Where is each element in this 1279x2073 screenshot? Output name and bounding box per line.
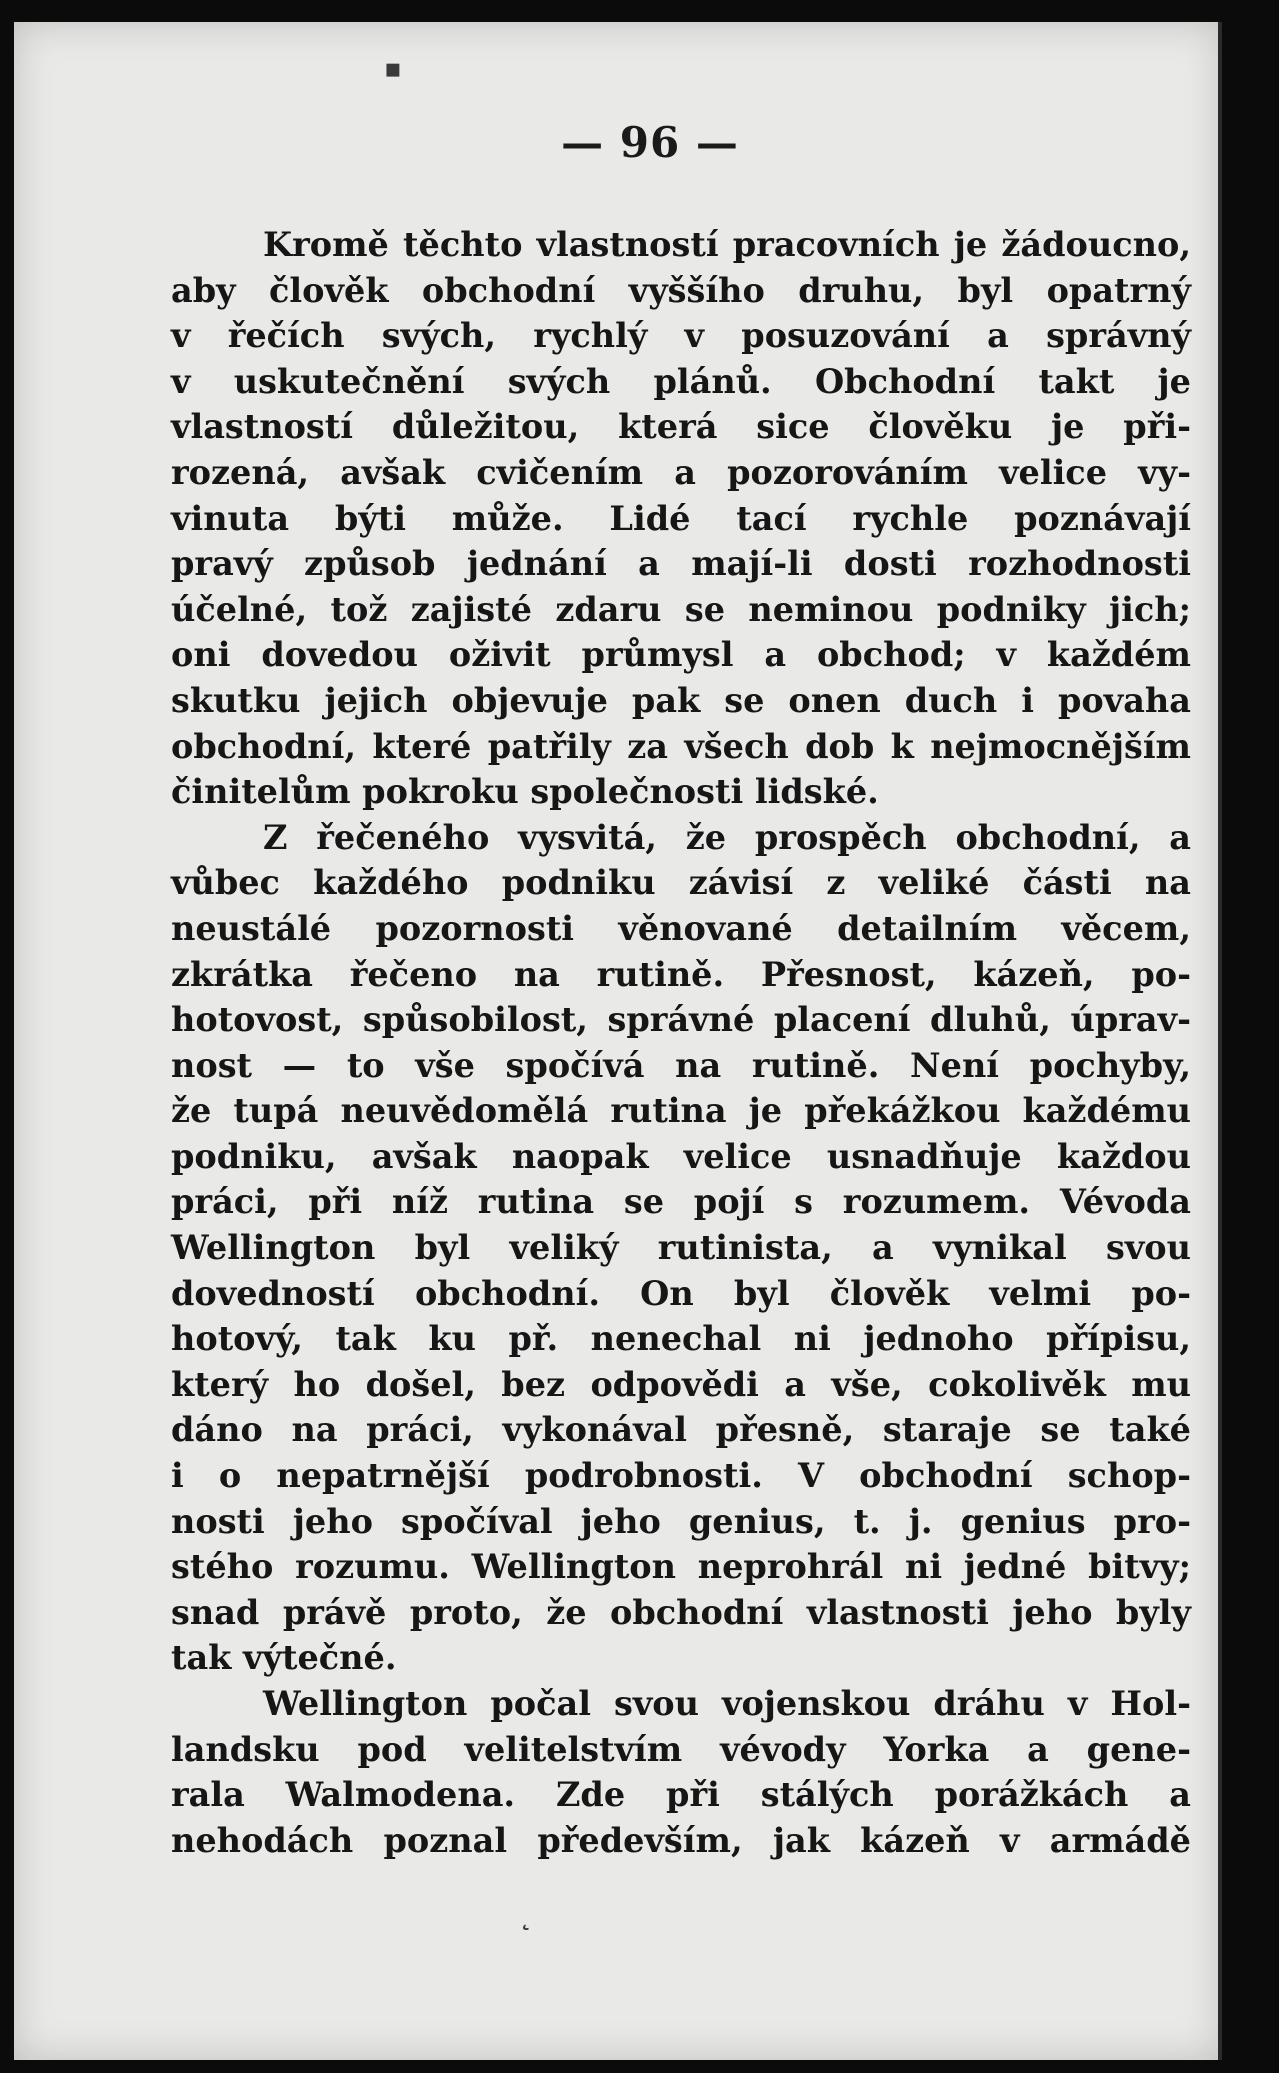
text-line (171, 1727, 1191, 1773)
text-line-content: stého rozumu. Wellington neprohrál ni jedné bitvy; (171, 1547, 1191, 1587)
text-line-content: Wellington byl veliký rutinista, a vynikal svou (171, 1228, 1191, 1268)
print-speck: ˛ (519, 1902, 532, 1932)
text-line (171, 997, 1191, 1043)
text-line (171, 1043, 1191, 1089)
text-line (171, 724, 1191, 770)
text-line (171, 313, 1191, 359)
text-line-content: rala Walmodena. Zde při stálých porážkách a (171, 1775, 1191, 1815)
text-line (171, 359, 1191, 405)
text-line-content: skutku jejich objevuje pak se onen duch i povaha (171, 680, 1191, 720)
text-line (171, 1818, 1191, 1864)
text-line (171, 496, 1191, 542)
text-line (171, 1499, 1191, 1545)
text-line (171, 1271, 1191, 1317)
text-line (171, 1088, 1191, 1134)
text-line (171, 1453, 1191, 1499)
text-line-content: pravý způsob jednání a mají-li dosti rozhodnosti (171, 544, 1191, 584)
text-line (171, 678, 1191, 724)
text-line-content: aby člověk obchodní vyššího druhu, byl opatrný (171, 270, 1191, 310)
page-number: — 96 — (561, 118, 739, 167)
text-line-content: účelné, tož zajisté zdaru se neminou podniky jich; (171, 589, 1191, 629)
text-line-content: v uskutečnění svých plánů. Obchodní takt je (171, 361, 1191, 401)
text-line (171, 1179, 1191, 1225)
text-line-content: obchodní, které patřily za všech dob k nejmocnějším (171, 726, 1191, 766)
text-line (171, 1635, 1191, 1681)
text-line-content: neustálé pozornosti věnované detailním věcem, (171, 908, 1191, 948)
text-line (171, 860, 1191, 906)
text-line-content: dáno na práci, vykonával přesně, staraje se také (171, 1410, 1191, 1450)
text-line (171, 1316, 1191, 1362)
text-line-content: který ho došel, bez odpovědi a vše, cokolivěk mu (171, 1364, 1191, 1404)
text-line (171, 541, 1191, 587)
text-line-content: i o nepatrnější podrobnosti. V obchodní schop- (171, 1456, 1191, 1496)
text-line (171, 1134, 1191, 1180)
text-line-content: vůbec každého podniku závisí z veliké části na (171, 863, 1191, 903)
text-line-content: že tupá neuvědomělá rutina je překážkou každému (171, 1091, 1191, 1131)
text-line (171, 1590, 1191, 1636)
text-line-content: činitelům pokroku společnosti lidské. (171, 772, 879, 812)
text-line (171, 1772, 1191, 1818)
text-line (171, 1225, 1191, 1271)
print-speck: ▪ (384, 54, 402, 84)
text-line (171, 222, 1191, 268)
page-edge-shadow (1218, 22, 1222, 2060)
text-line (171, 632, 1191, 678)
body-text (171, 222, 1191, 1863)
text-line (171, 587, 1191, 633)
text-line-content: nehodách poznal především, jak kázeň v armádě (171, 1820, 1191, 1860)
text-line-content: hotovost, spůsobilost, správné placení dluhů, úprav- (171, 1000, 1191, 1040)
text-line (171, 1407, 1191, 1453)
text-line-content: tak výtečné. (171, 1638, 397, 1678)
book-page (14, 22, 1222, 2060)
text-line (171, 815, 1191, 861)
text-line (171, 952, 1191, 998)
text-line (171, 1362, 1191, 1408)
text-line-content: vinuta býti může. Lidé tací rychle poznávají (171, 498, 1191, 538)
text-line-content: práci, při níž rutina se pojí s rozumem. Vévoda (171, 1182, 1191, 1222)
text-line-content: rozená, avšak cvičením a pozorováním velice vy- (171, 452, 1191, 492)
text-line-content: oni dovedou oživit průmysl a obchod; v každém (171, 635, 1191, 675)
text-line-content: podniku, avšak naopak velice usnadňuje každou (171, 1136, 1191, 1176)
text-line (171, 1544, 1191, 1590)
text-line-content: Kromě těchto vlastností pracovních je žádoucno, (263, 225, 1191, 264)
text-line-content: landsku pod velitelstvím vévody Yorka a gene- (171, 1729, 1191, 1769)
text-line (171, 404, 1191, 450)
text-line-content: Z řečeného vysvitá, že prospěch obchodní, a (263, 817, 1191, 857)
text-line-content: snad právě proto, že obchodní vlastnosti jeho byly (171, 1592, 1191, 1632)
text-line (171, 268, 1191, 314)
text-line-content: nost — to vše spočívá na rutině. Není pochyby, (171, 1045, 1191, 1085)
text-line (171, 1681, 1191, 1727)
text-line-content: v řečích svých, rychlý v posuzování a správný (171, 316, 1191, 356)
text-line (171, 906, 1191, 952)
text-line-content: zkrátka řečeno na rutině. Přesnost, kázeň, po- (171, 954, 1191, 994)
text-line-content: dovedností obchodní. On byl člověk velmi po- (171, 1273, 1191, 1313)
text-line-content: vlastností důležitou, která sice člověku je při- (171, 407, 1191, 447)
text-line (171, 769, 1191, 815)
text-line-content: nosti jeho spočíval jeho genius, t. j. genius pro- (171, 1501, 1191, 1541)
text-line-content: Wellington počal svou vojenskou dráhu v Hol- (263, 1684, 1191, 1723)
text-line-content: hotový, tak ku př. nenechal ni jednoho přípisu, (171, 1319, 1191, 1359)
text-line (171, 450, 1191, 496)
